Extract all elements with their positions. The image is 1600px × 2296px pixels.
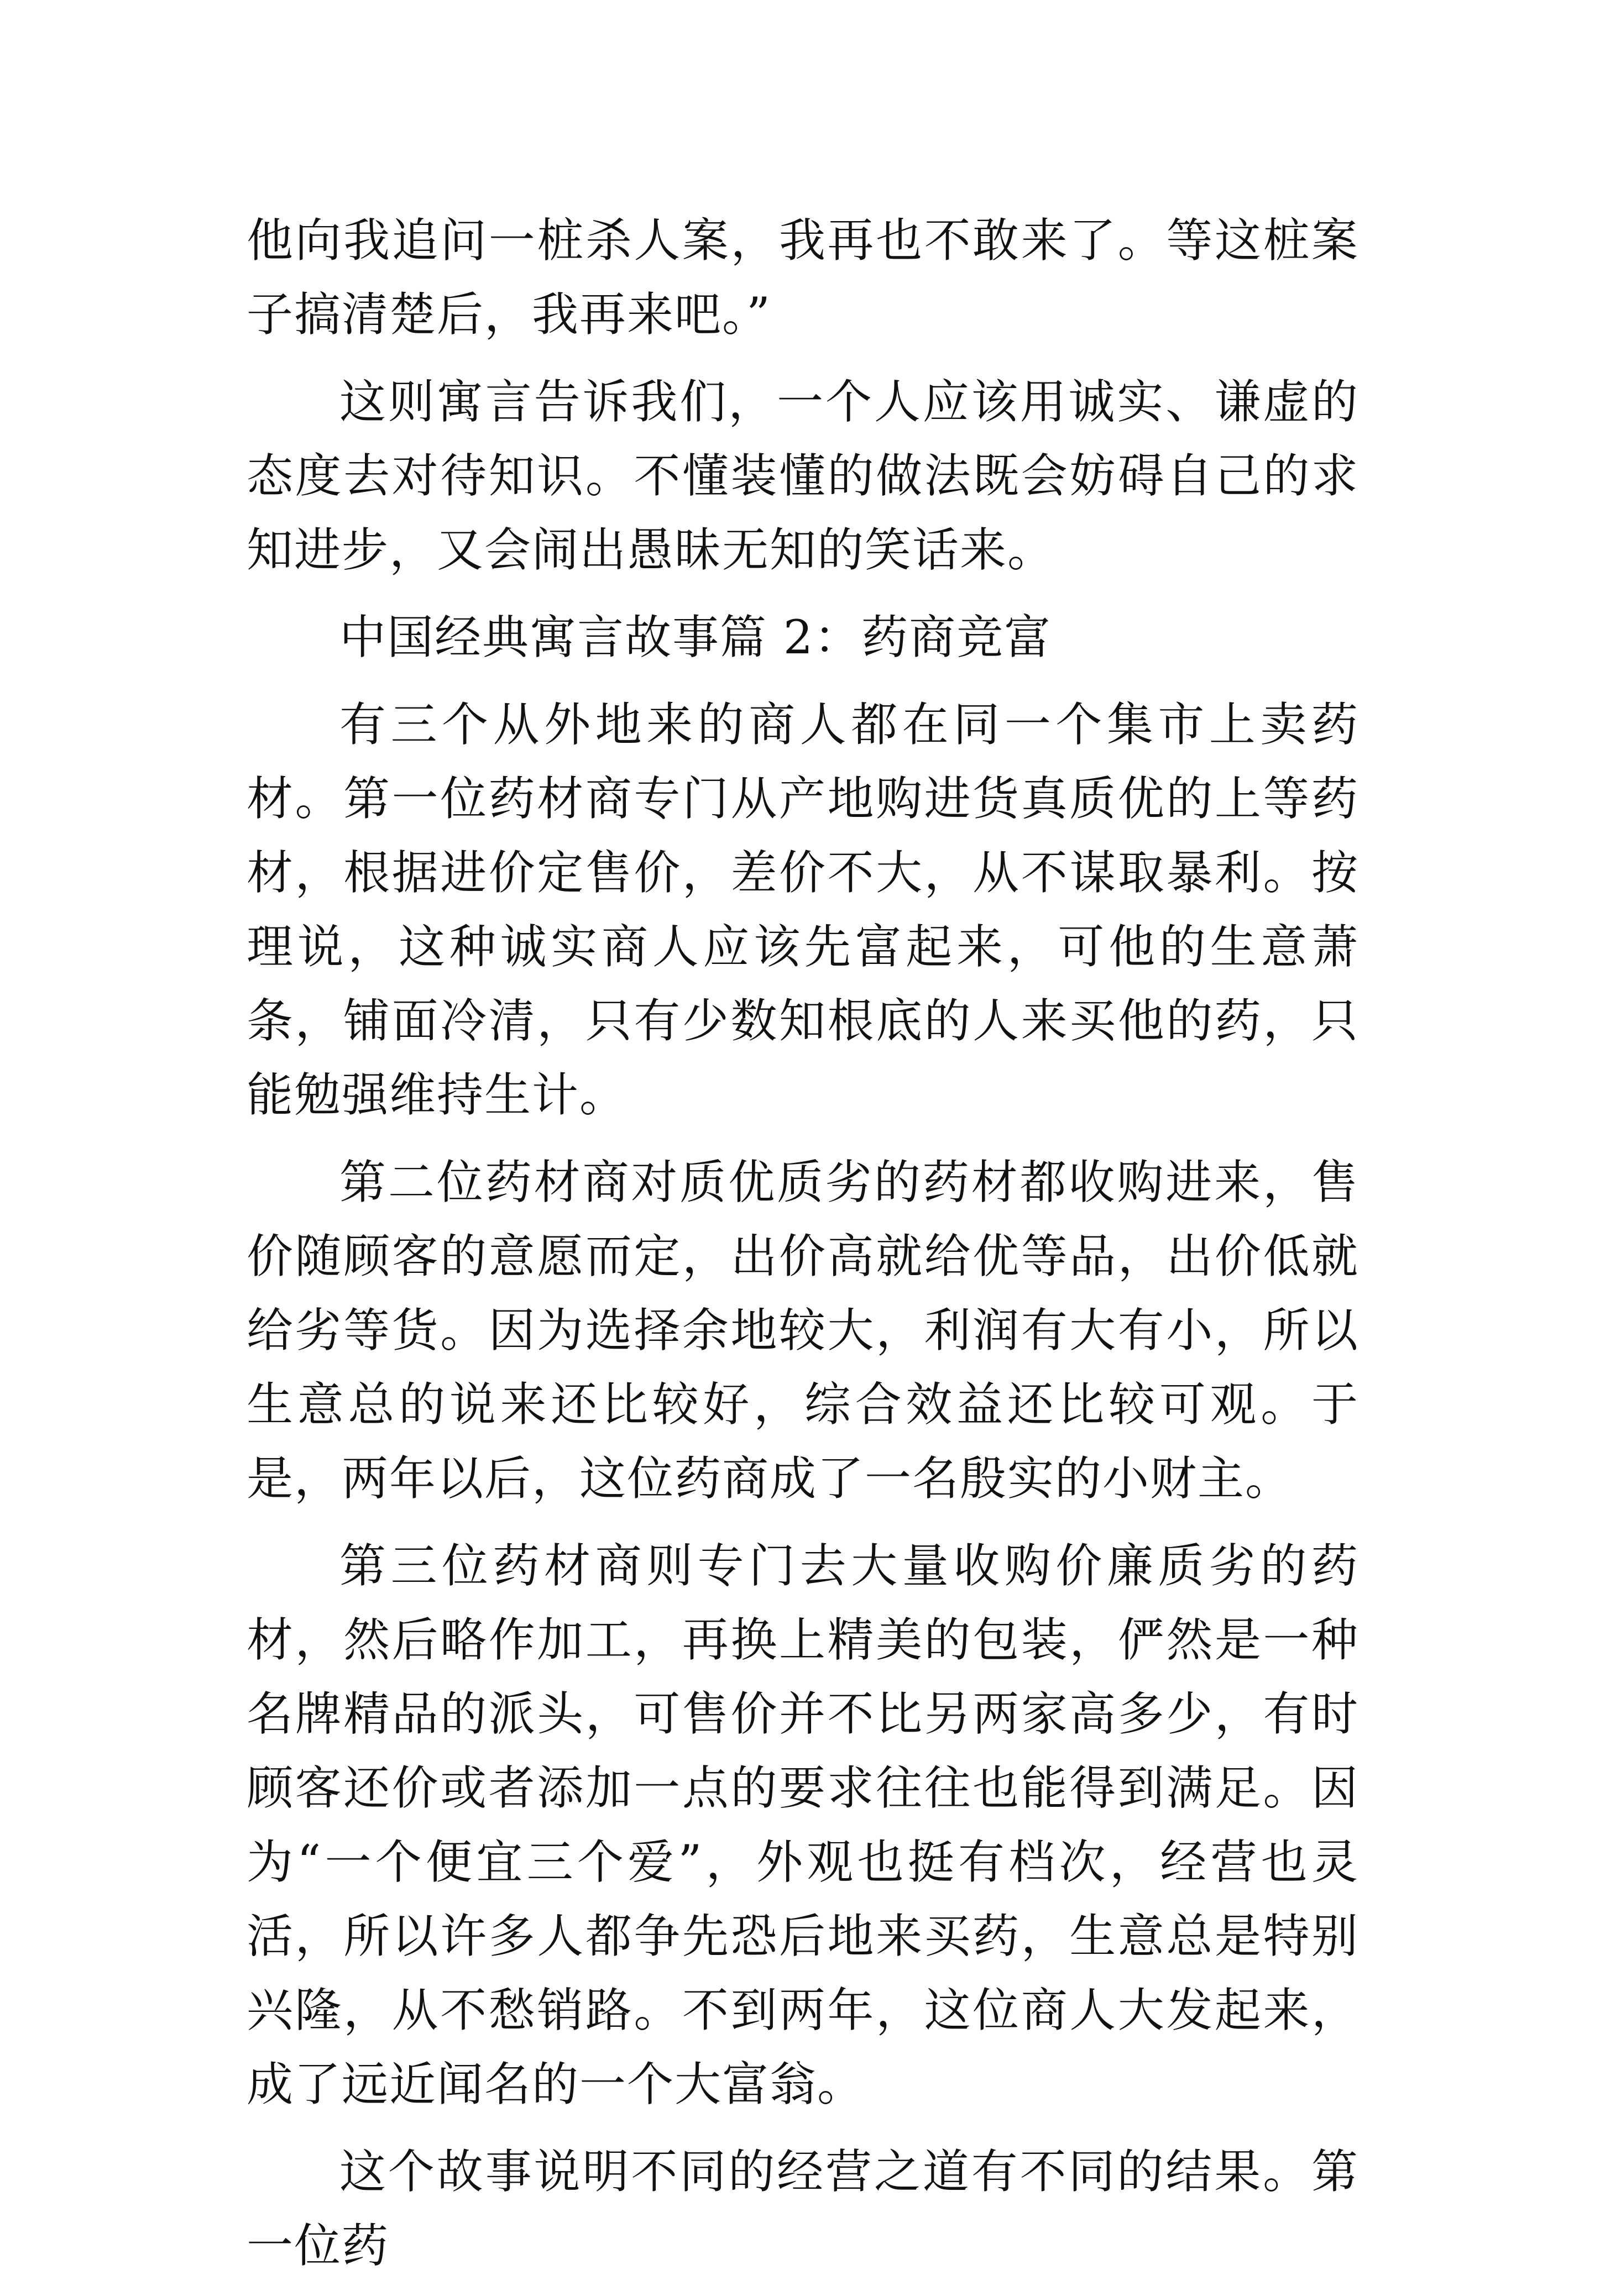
- paragraph-moral: 这则寓言告诉我们，一个人应该用诚实、谦虚的态度去对待知识。不懂装懂的做法既会妨碍自己的求知进步，又会闹出愚昧无知的笑话来。: [247, 375, 1359, 577]
- paragraph-continuation: 他向我追问一桩杀人案，我再也不敢来了。等这桩案子搞清楚后，我再来吧。”: [247, 213, 1359, 342]
- paragraph-third-merchant: 第三位药材商则专门去大量收购价廉质劣的药材，然后略作加工，再换上精美的包装，俨然是一种名牌精品的派头，可售价并不比另两家高多少，有时顾客还价或者添加一点的要求往往也能得到满足。因为“一个便宜三个爱”，外观也挺有档次，经营也灵活，所以许多人都争先恐后地来买药，生意总是特别兴隆，从不愁销路。不到两年，这位商人大发起来，成了远近闻名的一个大富翁。: [247, 1539, 1359, 2111]
- section-heading: 中国经典寓言故事篇 2：药商竞富: [339, 610, 1052, 664]
- paragraph-conclusion: 这个故事说明不同的经营之道有不同的结果。第一位药: [247, 2145, 1359, 2273]
- paragraph-second-merchant: 第二位药材商对质优质劣的药材都收购进来，售价随顾客的意愿而定，出价高就给优等品，出价低就给劣等货。因为选择余地较大，利润有大有小，所以生意总的说来还比较好，综合效益还比较可观。于是，两年以后，这位药商成了一名殷实的小财主。: [247, 1155, 1359, 1506]
- document-body: [247, 203, 1359, 2296]
- paragraph-first-merchant: 有三个从外地来的商人都在同一个集市上卖药材。第一位药材商专门从产地购进货真质优的上等药材，根据进价定售价，差价不大，从不谋取暴利。按理说，这种诚实商人应该先富起来，可他的生意萧条，铺面冷清，只有少数知根底的人来买他的药，只能勉强维持生计。: [247, 698, 1359, 1122]
